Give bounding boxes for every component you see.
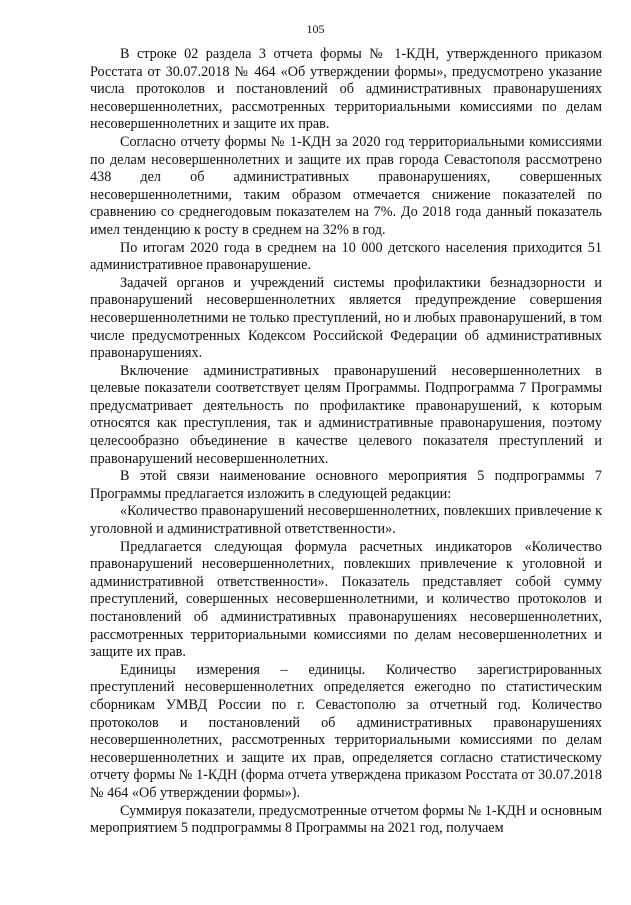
paragraph-form-1kdn-line-02: В строке 02 раздела 3 отчета формы № 1-КДН, утвержденного приказом Росстата от 30.07.2018 № 464 «Об утверждении формы», предусмотрено указание числа протоколов и постановлений об административных правонарушениях несовершеннолетних, рассмотренных территориальными комиссиями по делам несовершеннолетних и защите их прав. [90,46,602,133]
paragraph-summing-indicators: Суммируя показатели, предусмотренные отчетом формы № 1-КДН и основным мероприятием 5 подпрограммы 8 Программы на 2021 год, получаем [90,802,602,837]
paragraph-formula: Предлагается следующая формула расчетных индикаторов «Количество правонарушений несовершеннолетних, повлекших привлечение к уголовной и административной ответственности». Показатель представляет собой сумму преступлений, совершенных несовершеннолетними, и количество протоколов и постановлений об административных правонарушениях несовершеннолетних, рассмотренных территориальными комиссиями по делам несовершеннолетних и защите их прав. [90,538,602,661]
paragraph-per-10000-children: По итогам 2020 года в среднем на 10 000 детского населения приходится 51 административное правонарушение. [90,239,602,274]
paragraph-target-indicators: Включение административных правонарушений несовершеннолетних в целевые показатели соответствует целям Программы. Подпрограмма 7 Программы предусматривает деятельность по профилактике правонарушений, к которым относятся как преступления, так и административные правонарушения, поэтому целесообразно объединение в качестве целевого показателя преступлений и правонарушений несовершеннолетних. [90,362,602,467]
paragraph-2020-statistics: Согласно отчету формы № 1-КДН за 2020 год территориальными комиссиями по делам несовершеннолетних и защите их прав города Севастополя рассмотрено 438 дел об административных правонарушениях, совершенных несовершеннолетними, таким образом отмечается снижение показателей по сравнению со среднегодовым показателем на 7%. До 2018 года данный показатель имел тенденцию к росту в среднем на 32% в год. [90,133,602,238]
paragraph-units-of-measure: Единицы измерения – единицы. Количество зарегистрированных преступлений несовершеннолетних определяется ежегодно по статистическим сборникам УМВД России по г. Севастополю за отчетный год. Количество протоколов и постановлений об административных правонарушениях несовершеннолетних, рассмотренных территориальными комиссиями по делам несовершеннолетних и защите их прав, определяется согласно статистическому отчету формы № 1-КДН (форма отчета утверждена приказом Росстата от 30.07.2018 № 464 «Об утверждении формы»). [90,661,602,801]
document-body [90,46,602,838]
paragraph-new-wording-quote: «Количество правонарушений несовершеннолетних, повлекших привлечение к уголовной и административной ответственности». [90,503,602,538]
page-number: 105 [306,22,325,36]
paragraph-prevention-task: Задачей органов и учреждений системы профилактики безнадзорности и правонарушений несовершеннолетних является предупреждение совершения несовершеннолетними не только преступлений, но и любых правонарушений, в том числе предусмотренных Кодексом Российской Федерации об административных правонарушениях. [90,274,602,362]
paragraph-new-wording-intro: В этой связи наименование основного мероприятия 5 подпрограммы 7 Программы предлагается изложить в следующей редакции: [90,468,602,502]
